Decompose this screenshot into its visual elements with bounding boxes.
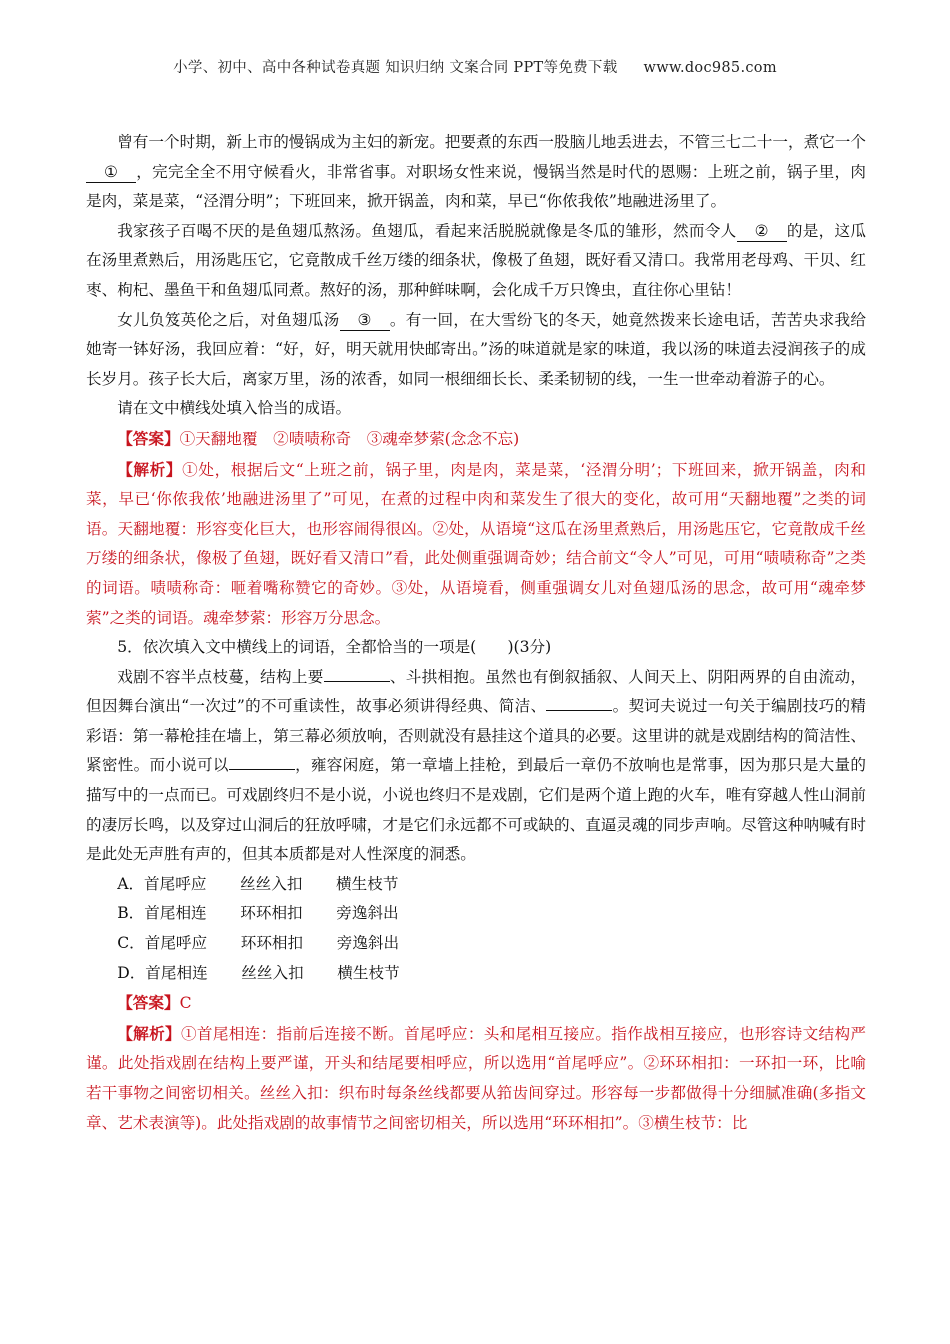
answer-tag: 【答案】 <box>117 428 180 448</box>
option-word: 横生枝节 <box>336 874 399 893</box>
option-word: 环环相扣 <box>240 904 303 923</box>
answer-line-5 <box>86 988 866 1019</box>
analysis-text: ①处，根据后文“上班之前，锅子里，肉是肉，菜是菜，‘泾渭分明’；下班回来，掀开锅盖，肉和菜，早已‘你侬我侬’地融进汤里了”可见，在煮的过程中肉和菜发生了很大的变化，故可用“天翻地覆”之类的词语。天翻地覆：形容变化巨大，也形容闹得很凶。②处，从语境“这瓜在汤里煮熟后，用汤匙压它，它竟散成千丝万缕的细条状，像极了鱼翅，既好看又清口”看，此处侧重强调奇妙；结合前文“令人”可见，可用“啧啧称奇”之类的词语。啧啧称奇：咂着嘴称赞它的奇妙。③处，从语境看，侧重强调女儿对鱼翅瓜汤的思念，故可用“魂牵梦萦”之类的词语。魂牵梦萦：形容万分思念。 <box>86 460 866 627</box>
paragraph-text: 曾有一个时期，新上市的慢锅成为主妇的新宠。把要煮的东西一股脑儿地丢进去，不管三七二十一，煮它一个 <box>117 133 866 151</box>
answer-text: C <box>179 994 192 1013</box>
option-word: 首尾相连 <box>145 963 208 982</box>
passage-paragraph-3 <box>86 306 866 395</box>
page-header <box>0 56 950 77</box>
question-5-stem: 5．依次填入文中横线上的词语，全都恰当的一项是( )(3分) <box>117 638 552 657</box>
option-word: 横生枝节 <box>337 963 400 982</box>
document-content <box>86 128 866 1138</box>
paragraph-text: 女儿负笈英伦之后，对鱼翅瓜汤 <box>117 310 340 329</box>
analysis-paragraph <box>86 455 866 634</box>
question-5-passage <box>86 663 866 870</box>
blank-2: ② <box>737 221 787 242</box>
fill-line-1 <box>324 667 390 682</box>
header-text: 小学、初中、高中各种试卷真题 知识归纳 文案合同 PPT等免费下载 <box>173 60 618 76</box>
option-word: 丝丝入扣 <box>241 963 304 982</box>
header-url[interactable]: www.doc985.com <box>643 60 777 76</box>
paragraph-text: 的是，这瓜在汤里煮熟后，用汤匙压它，它竟散成千丝万缕的细条状，像极了鱼翅，既好看又清口。我常用老母鸡、干贝、红枣、枸杞、墨鱼干和鱼翅瓜同煮。熬好的汤，那种鲜味啊，会化成千万只馋虫，直往你心里钻！ <box>86 221 866 299</box>
analysis-tag: 【解析】 <box>117 459 183 479</box>
option-word: 丝丝入扣 <box>240 874 303 893</box>
option-word: 首尾相连 <box>144 904 207 923</box>
option-word: 旁逸斜出 <box>336 904 399 923</box>
option-c[interactable] <box>86 929 866 959</box>
option-d[interactable] <box>86 959 866 989</box>
paragraph-text: 我家孩子百喝不厌的是鱼翅瓜熬汤。鱼翅瓜，看起来活脱脱就像是冬瓜的雏形，然而令人 <box>117 221 737 240</box>
option-label: D． <box>117 963 146 982</box>
analysis-text: ①首尾相连：指前后连接不断。首尾呼应：头和尾相互接应。指作战相互接应，也形容诗文结构严谨。此处指戏剧在结构上要严谨，开头和结尾要相呼应，所以选用“首尾呼应”。②环环相扣：一环扣一环，比喻若干事物之间密切相关。丝丝入扣：织布时每条丝线都要从筘齿间穿过。形容每一步都做得十分细腻准确(多指文章、艺术表演等)。此处指戏剧的故事情节之间密切相关，所以选用“环环相扣”。③横生枝节：比 <box>86 1024 866 1132</box>
answer-line <box>86 424 866 455</box>
analysis-paragraph-5 <box>86 1019 866 1138</box>
option-a[interactable] <box>86 870 866 900</box>
option-b[interactable] <box>86 899 866 929</box>
paragraph-text: ，雍容闲庭，第一章墙上挂枪，到最后一章仍不放响也是常事，因为那只是大量的描写中的一点而已。可戏剧终归不是小说，小说也终归不是戏剧，它们是两个道上跑的火车，唯有穿越人性山洞前的凄厉长鸣，以及穿过山洞后的狂放呼啸，才是它们永远都不可或缺的、直逼灵魂的同步声响。尽管这种呐喊有时是此处无声胜有声的，但其本质都是对人性深度的洞悉。 <box>86 756 866 864</box>
paragraph-text: 、斗拱相抱。虽然也有倒叙插叙、人间天上、阴阳两界的自由流动，但因舞台演出“一次过”的不可重读性，故事必须讲得经典、简洁、 <box>86 667 866 716</box>
analysis-tag: 【解析】 <box>117 1023 181 1043</box>
paragraph-text: 。有一回，在大雪纷飞的冬天，她竟然拨来长途电话，苦苦央求我给她寄一钵好汤，我回应着：“好，好，明天就用快邮寄出。”汤的味道就是家的味道，我以汤的味道去浸润孩子的成长岁月。孩子长大后，离家万里，汤的浓香，如同一根细细长长、柔柔韧韧的线，一生一世牵动着游子的心。 <box>86 310 866 388</box>
option-label: C． <box>117 934 145 953</box>
option-word: 首尾呼应 <box>144 874 207 893</box>
question-prompt: 请在文中横线处填入恰当的成语。 <box>117 399 352 418</box>
blank-3: ③ <box>340 310 390 331</box>
option-label: A． <box>117 874 145 893</box>
option-word: 旁逸斜出 <box>336 934 400 953</box>
option-word: 环环相扣 <box>240 934 304 953</box>
answer-tag: 【答案】 <box>117 993 180 1013</box>
option-label: B． <box>117 904 145 923</box>
passage-paragraph-1 <box>86 128 866 217</box>
answer-text: ①天翻地覆 ②啧啧称奇 ③魂牵梦萦(念念不忘) <box>179 429 520 448</box>
fill-line-3 <box>229 755 295 770</box>
paragraph-text: ，完完全全不用守候看火，非常省事。对职场女性来说，慢锅当然是时代的恩赐：上班之前，锅子里，肉是肉，菜是菜，“泾渭分明”；下班回来，掀开锅盖，肉和菜，早已“你侬我侬”地融进汤里了。 <box>86 162 866 211</box>
option-word: 首尾呼应 <box>144 934 208 953</box>
paragraph-text: 戏剧不容半点枝蔓，结构上要 <box>117 667 324 686</box>
fill-line-2 <box>546 696 612 711</box>
passage-paragraph-2 <box>86 217 866 306</box>
paragraph-text: 。契诃夫说过一句关于编剧技巧的精彩语：第一幕枪挂在墙上，第三幕必须放响，否则就没有悬挂这个道具的必要。这里讲的就是戏剧结构的简洁性、紧密性。而小说可以 <box>86 697 866 775</box>
blank-1: ① <box>86 162 136 183</box>
